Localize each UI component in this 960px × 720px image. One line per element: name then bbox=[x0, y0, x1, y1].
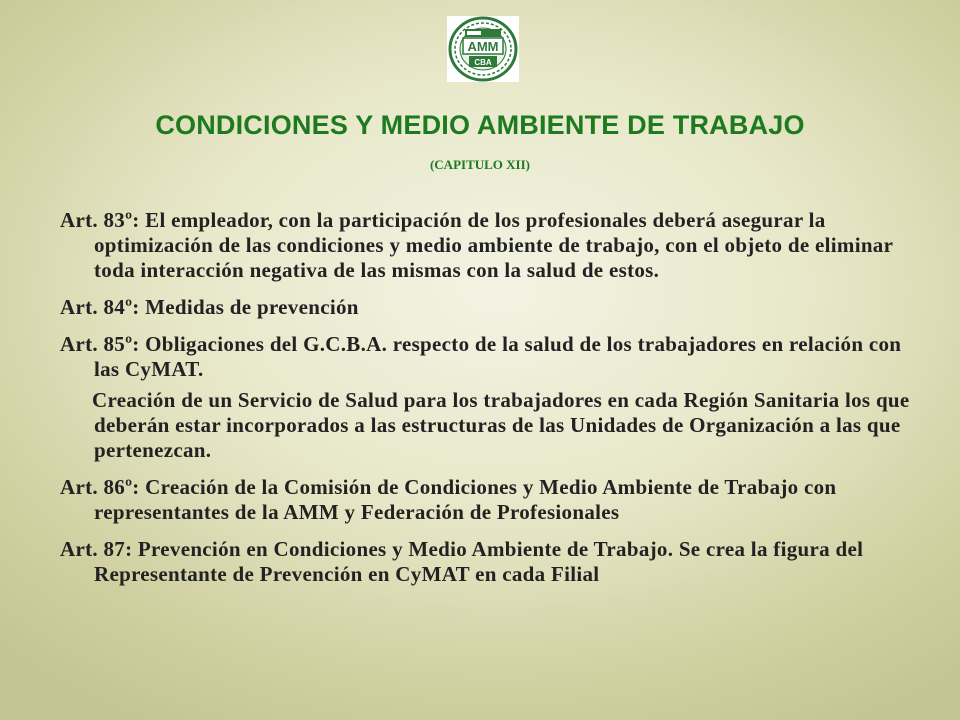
article-83: Art. 83º: El empleador, con la participación de los profesionales deberá asegurar la optimización de las condiciones y medio ambiente de trabajo, con el objeto de eliminar toda interacción negativa de las mismas con la salud de estos. bbox=[60, 208, 893, 282]
article-84: Art. 84º: Medidas de prevención bbox=[60, 295, 359, 319]
logo-text-top: AMM bbox=[467, 39, 499, 54]
logo-text-bottom: CBA bbox=[474, 58, 492, 67]
articles-list bbox=[60, 208, 922, 599]
amm-logo-emblem bbox=[447, 16, 519, 82]
amm-logo bbox=[447, 16, 519, 82]
article-87: Art. 87: Prevención en Condiciones y Medio Ambiente de Trabajo. Se crea la figura del Representante de Prevención en CyMAT en cada Filial bbox=[60, 537, 864, 586]
article-85-detail: Creación de un Servicio de Salud para los trabajadores en cada Región Sanitaria los que deberán estar incorporados a las estructuras de las Unidades de Organización a las que pertenezcan. bbox=[92, 388, 910, 462]
page-subtitle: (CAPITULO XII) bbox=[429, 157, 531, 172]
page-title: CONDICIONES Y MEDIO AMBIENTE DE TRABAJO bbox=[155, 110, 805, 140]
article-85: Art. 85º: Obligaciones del G.C.B.A. respecto de la salud de los trabajadores en relación con las CyMAT. bbox=[60, 332, 902, 381]
article-86: Art. 86º: Creación de la Comisión de Condiciones y Medio Ambiente de Trabajo con representantes de la AMM y Federación de Profesionales bbox=[60, 475, 837, 524]
